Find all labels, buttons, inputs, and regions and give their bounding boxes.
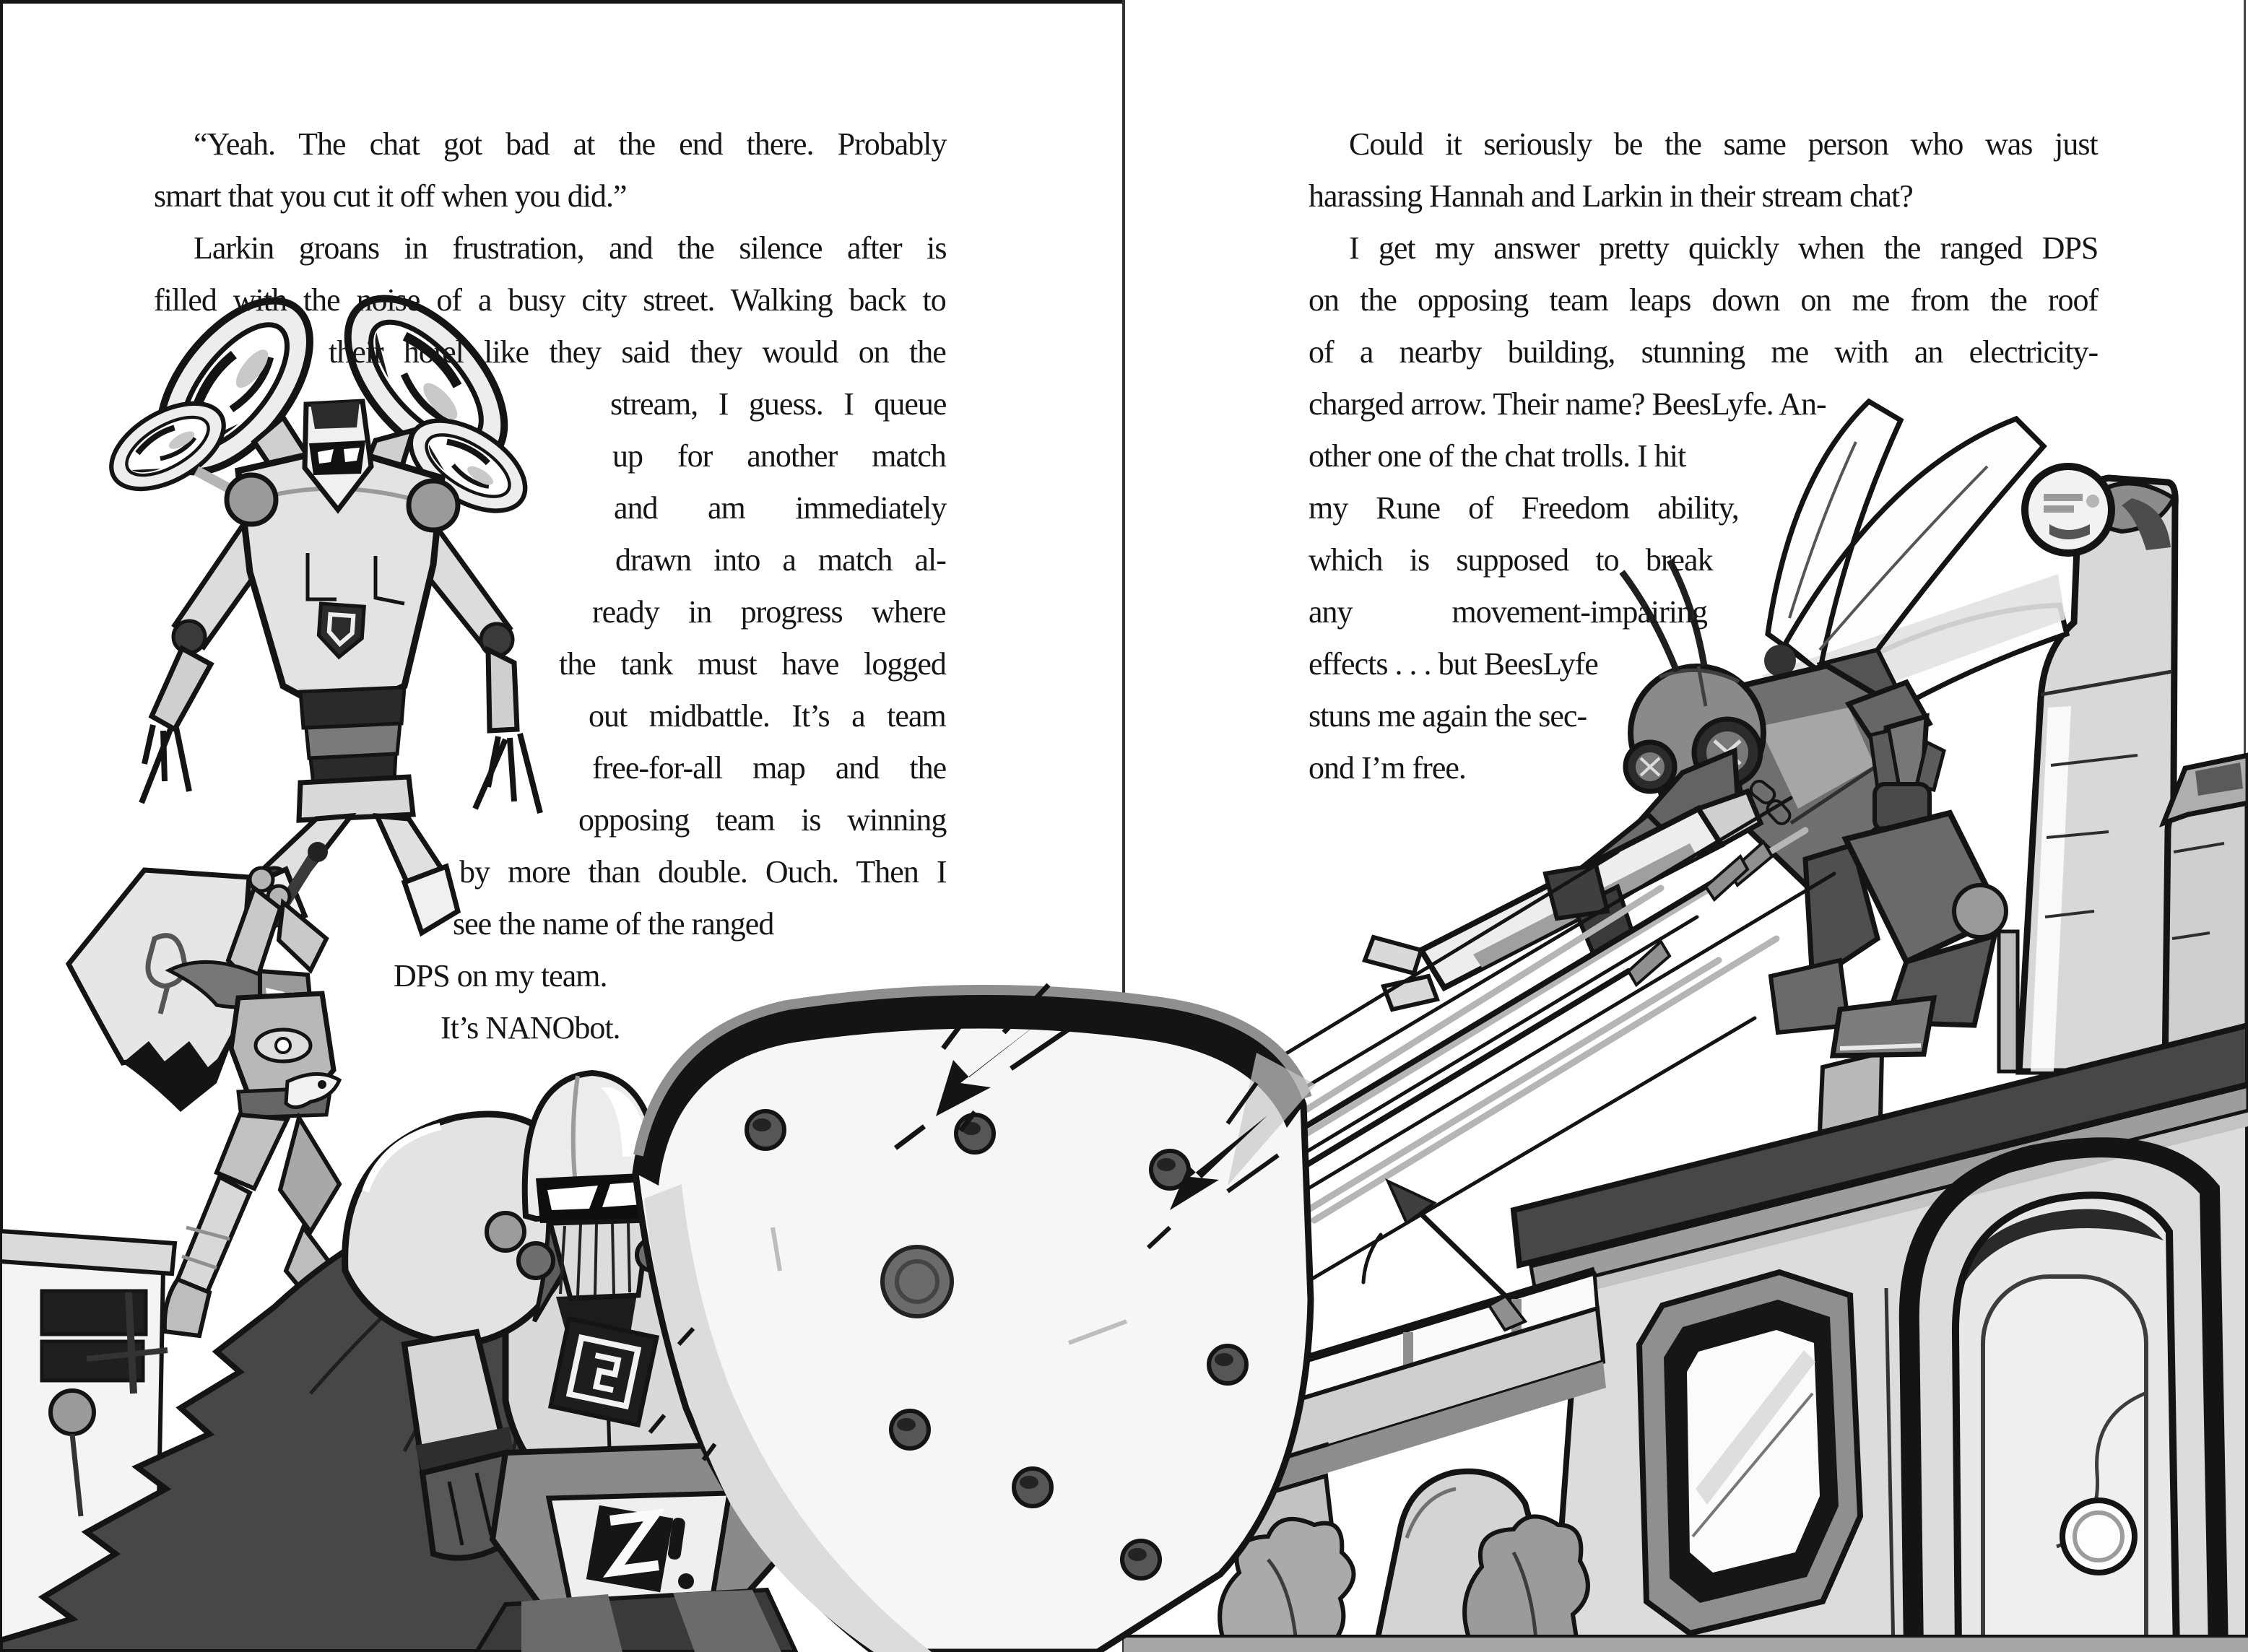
text-line: on the opposing team leaps down on me from the roof: [1309, 282, 2099, 318]
text-line: ready in progress where: [592, 594, 946, 630]
text-line: the tank must have logged: [559, 646, 946, 682]
beeslyfe-archer: [1365, 401, 2067, 1056]
text-line: effects . . . but BeesLyfe: [1309, 646, 1598, 682]
text-line: drawn into a match al-: [615, 542, 946, 578]
text-line: stuns me again the sec-: [1309, 698, 1587, 734]
text-line: It’s NANObot.: [441, 1010, 620, 1045]
text-line: ond I’m free.: [1309, 750, 1466, 786]
text-line: up for another match: [612, 438, 946, 474]
text-line: Larkin groans in frustration, and the silence after is: [194, 230, 947, 266]
text-line: see the name of the ranged: [453, 906, 774, 942]
text-line: out midbattle. It’s a team: [589, 698, 946, 734]
text-line: I get my answer pretty quickly when the ranged DPS: [1349, 230, 2099, 266]
text-line: which is supposed to break: [1309, 542, 1713, 578]
text-line: smart that you cut it off when you did.”: [154, 178, 627, 214]
text-line: their hotel like they said they would on the: [329, 334, 946, 370]
text-line: stream, I guess. I queue: [610, 386, 947, 422]
text-line: any movement-impairing: [1309, 594, 1707, 630]
text-line: “Yeah. The chat got bad at the end there. Probably: [194, 126, 947, 162]
text-line: and am immediately: [614, 490, 947, 526]
city-building: [1514, 1025, 2248, 1652]
text-line: opposing team is winning: [578, 802, 947, 838]
text-line: of a nearby building, stunning me with an electricity-: [1309, 334, 2099, 370]
text-line: Could it seriously be the same person who was just: [1349, 126, 2098, 162]
text-line: free-for-all map and the: [592, 750, 947, 786]
city-towers: [1999, 466, 2248, 1071]
text-line: DPS on my team.: [394, 958, 607, 994]
text-line: harassing Hannah and Larkin in their stream chat?: [1309, 178, 1913, 214]
text-line: my Rune of Freedom ability,: [1309, 490, 1739, 526]
text-line: by more than double. Ouch. Then I: [459, 854, 947, 890]
text-line: charged arrow. Their name? BeesLyfe. An-: [1309, 386, 1826, 422]
nanobot-robot: [97, 271, 540, 939]
text-line: other one of the chat trolls. I hit: [1309, 438, 1686, 474]
text-line: filled with the noise of a busy city street. Walking back to: [154, 282, 946, 318]
